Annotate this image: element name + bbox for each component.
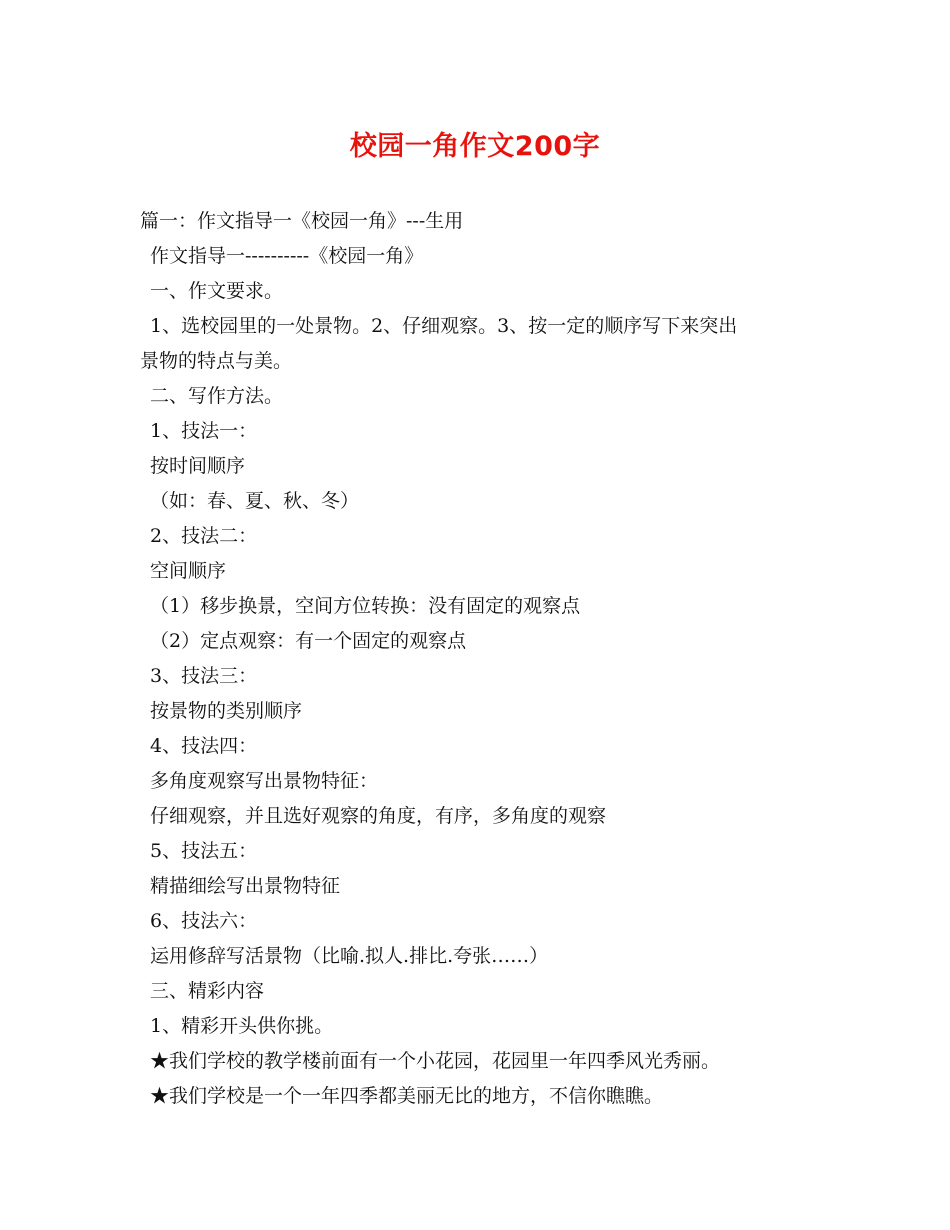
technique-5-text: 精描细绘写出景物特征 [150, 875, 341, 897]
technique-1-example: （如：春、夏、秋、冬） [150, 490, 360, 512]
technique-3-heading: 3、技法三： [150, 665, 258, 687]
technique-6-text: 运用修辞写活景物（比喻.拟人.排比.夸张……） [150, 945, 549, 967]
openings-heading: 1、精彩开头供你挑。 [150, 1015, 334, 1037]
requirements-heading: 一、作文要求。 [150, 280, 284, 302]
technique-2-point-2: （2）定点观察：有一个固定的观察点 [150, 630, 467, 652]
technique-2-text: 空间顺序 [150, 560, 227, 582]
content-heading: 三、精彩内容 [150, 980, 265, 1002]
document-body [140, 204, 830, 1114]
technique-4-heading: 4、技法四： [150, 735, 258, 757]
technique-3-text: 按景物的类别顺序 [150, 700, 303, 722]
technique-4-text: 多角度观察写出景物特征： [150, 770, 379, 792]
requirements-text-cont: 景物的特点与美。 [140, 350, 293, 372]
technique-6-heading: 6、技法六： [150, 910, 258, 932]
technique-2-point-1: （1）移步换景，空间方位转换：没有固定的观察点 [150, 595, 581, 617]
technique-2-heading: 2、技法二： [150, 525, 258, 547]
technique-4-detail: 仔细观察，并且选好观察的角度，有序，多角度的观察 [150, 805, 607, 827]
methods-heading: 二、写作方法。 [150, 385, 284, 407]
opening-example-1: ★我们学校的教学楼前面有一个小花园，花园里一年四季风光秀丽。 [150, 1050, 721, 1072]
section-heading-1: 篇一：作文指导一《校园一角》---生用 [140, 210, 464, 232]
document-title: 校园一角作文200字 [349, 131, 601, 162]
technique-1-heading: 1、技法一： [150, 420, 258, 442]
requirements-text: 1、选校园里的一处景物。2、仔细观察。3、按一定的顺序写下来突出 [150, 315, 738, 337]
opening-example-2: ★我们学校是一个一年四季都美丽无比的地方，不信你瞧瞧。 [150, 1085, 664, 1107]
subtitle-line: 作文指导一----------《校园一角》 [150, 245, 424, 267]
technique-5-heading: 5、技法五： [150, 840, 258, 862]
technique-1-text: 按时间顺序 [150, 455, 246, 477]
